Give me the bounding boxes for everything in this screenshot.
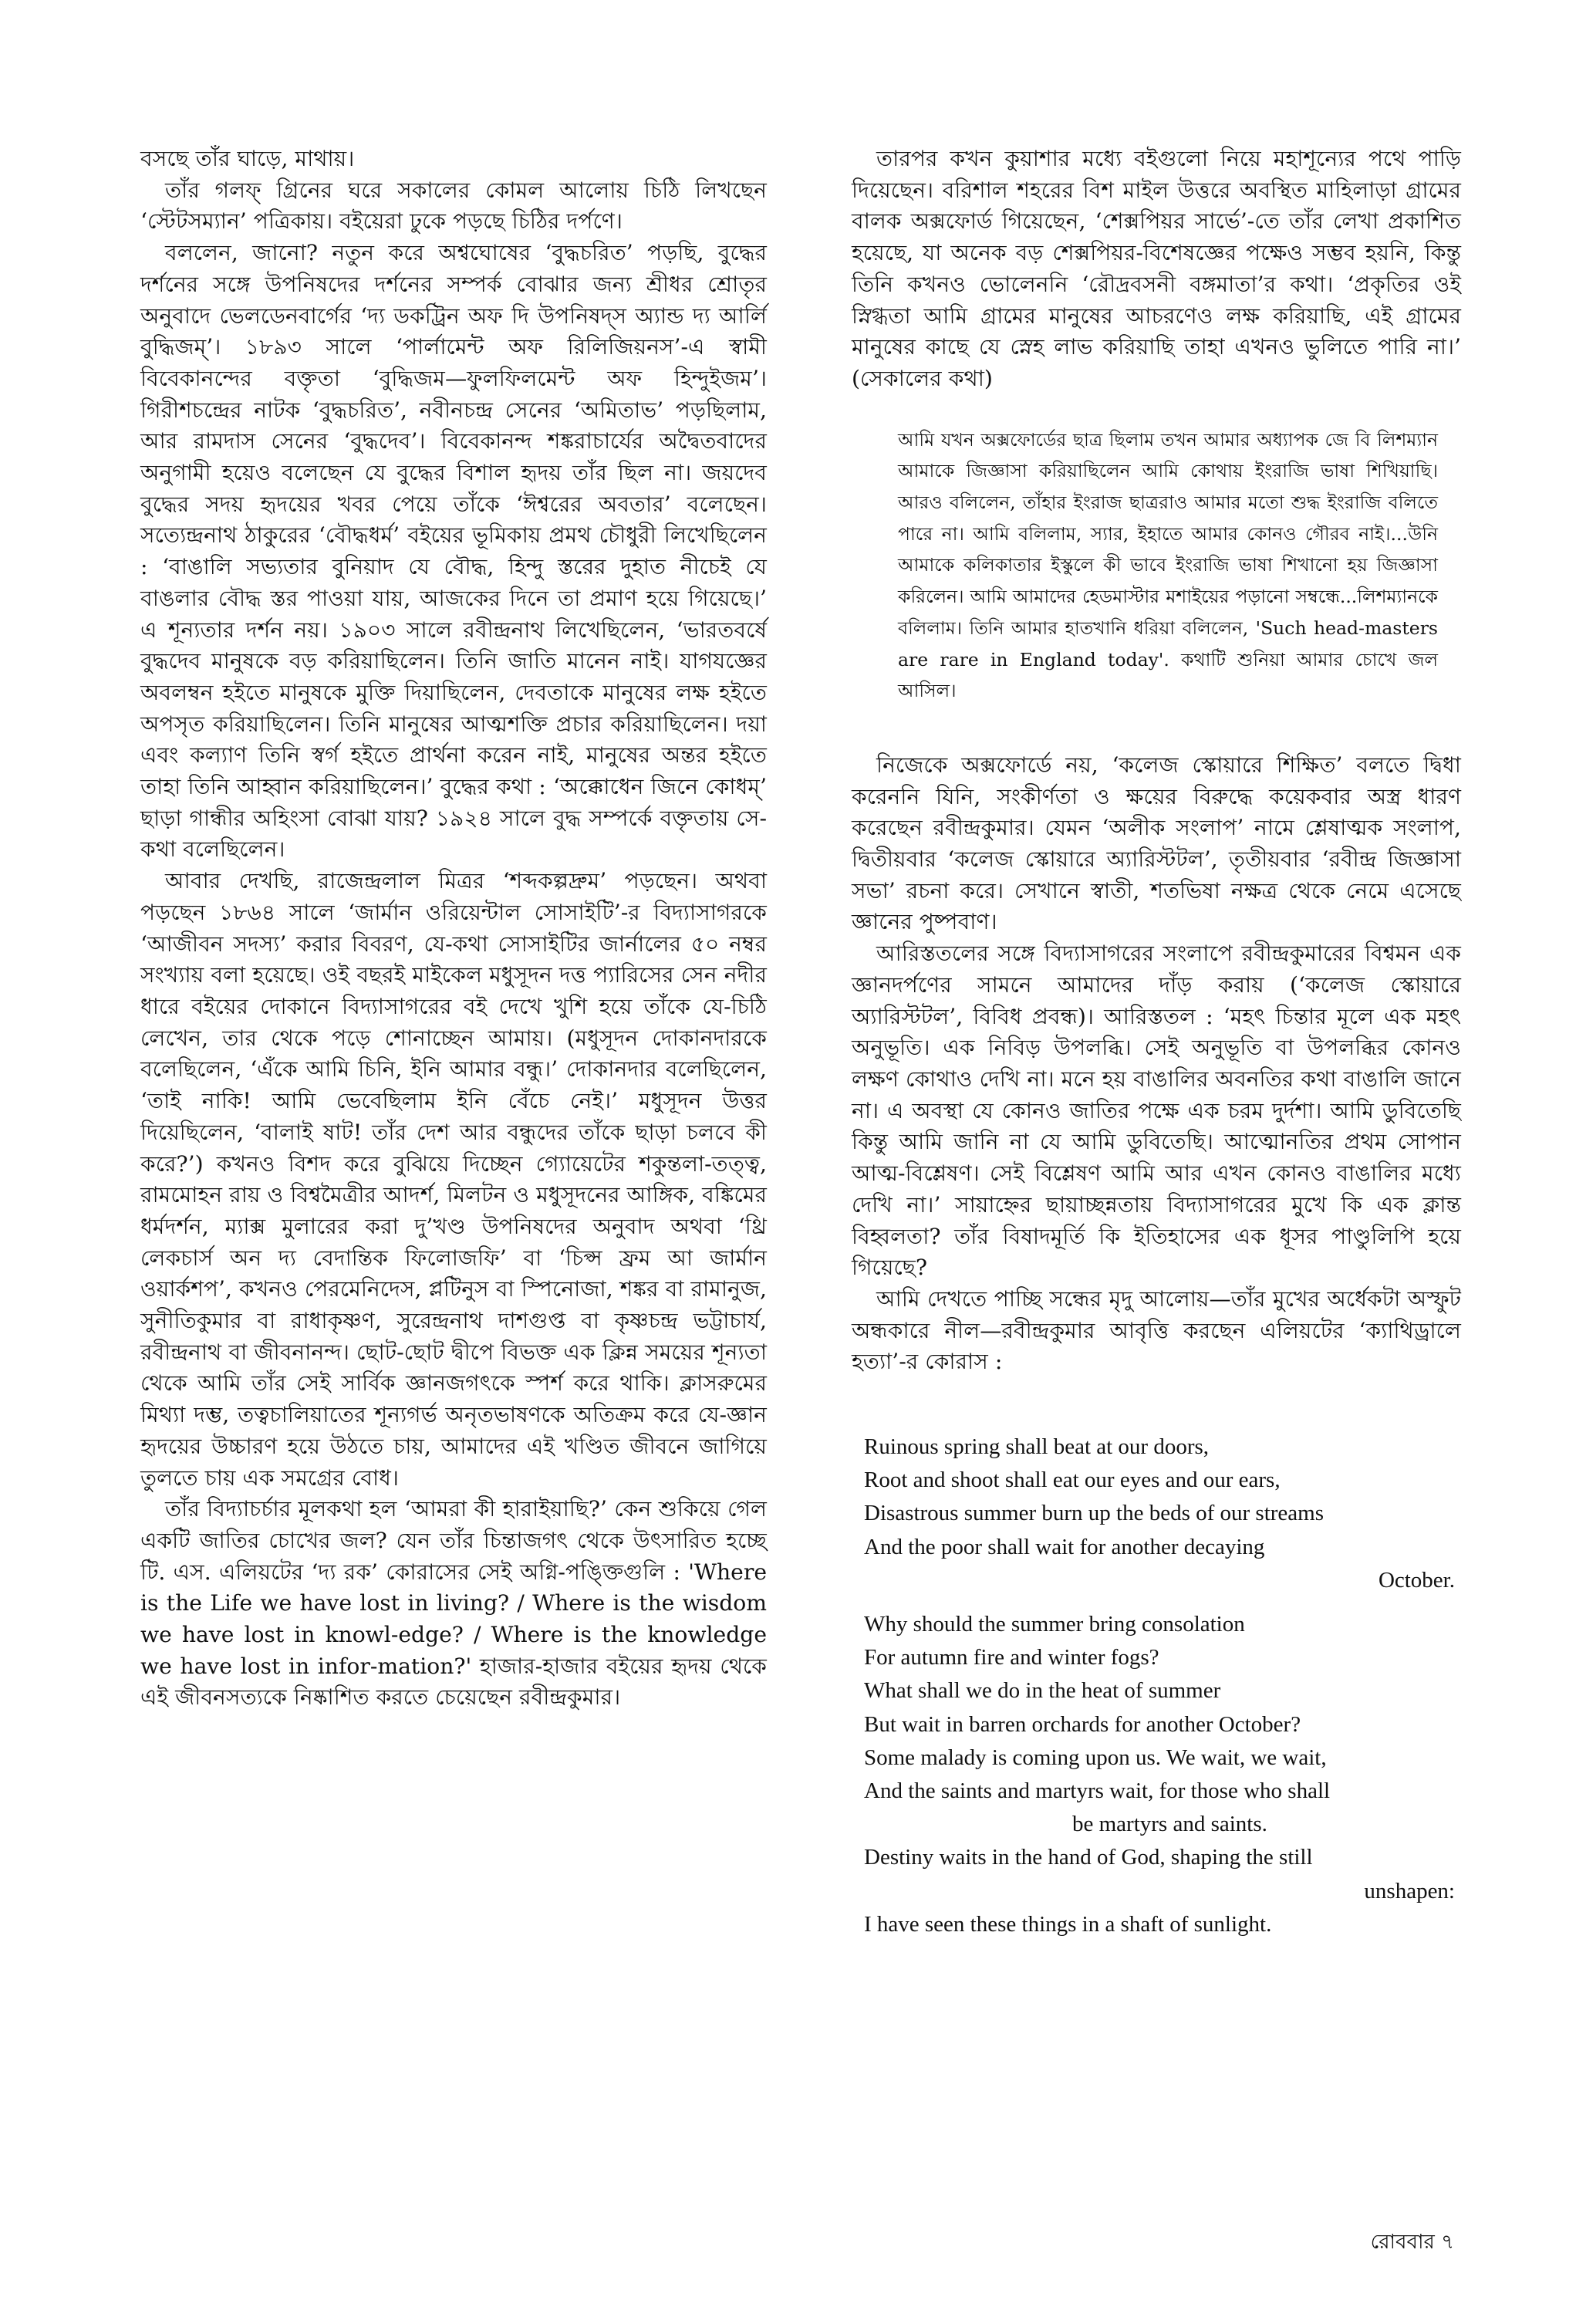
poem-line: Why should the summer bring consolation: [864, 1612, 1245, 1637]
paragraph: তাঁর বিদ্যাচর্চার মূলকথা হল ‘আমরা কী হারাইয়াছি?’ কেন শুকিয়ে গেল একটি জাতির চোখের জল? যেন তাঁর চিন্তাজগৎ থেকে উৎসারিত হচ্ছে টি. এস. এলিয়টের ‘দ্য রক’ কোরাসের সেই অগ্নি-পঙ্ক্তিগুলি : 'Where is the Life we have lost in living? / Where is the wisdom we have lost in knowl-edge? / Where is the knowledge we have lost in infor-mation?' হাজার-হাজার বইয়ের হৃদয় থেকে এই জীবনসত্যকে নিষ্কাশিত করতে চেয়েছেন রবীন্দ্রকুমার।: [140, 1496, 767, 1711]
paragraph: বসছে তাঁর ঘাড়ে, মাথায়।: [140, 146, 355, 171]
poem-line: Root and shoot shall eat our eyes and our ears,: [864, 1468, 1281, 1493]
paragraph: আরিস্ততলের সঙ্গে বিদ্যাসাগরের সংলাপে রবীন্দ্রকুমারের বিশ্বমন এক জ্ঞানদর্পণের সামনে আমাদের দাঁড় করায় (‘কলেজ স্কোয়ারে অ্যারিস্টটল’, বিবিধ প্রবন্ধ)। আরিস্ততল : ‘মহৎ চিন্তার মূলে এক মহৎ অনুভূতি। এক নিবিড় উপলব্ধি। সেই অনুভূতি বা উপলব্ধির কোনও লক্ষণ কোথাও দেখি না। মনে হয় বাঙালির অবনতির কথা বাঙালি জানে না। এ অবস্থা যে কোনও জাতির পক্ষে এক চরম দুর্দশা। আমি ডুবিতেছি কিন্তু আমি জানি না যে আমি ডুবিতেছি। আত্মোনতির প্রথম সোপান আত্ম-বিশ্লেষণ। সেই বিশ্লেষণ আমি আর এখন কোনও বাঙালির মধ্যে দেখি না।’ সায়াহ্নের ছায়াচ্ছন্নতায় বিদ্যাসাগরের মুখে কি এক ক্লান্ত বিহ্বলতা? তাঁর বিষাদমূর্তি কি ইতিহাসের এক ধূসর পাণ্ডুলিপি হয়ে গিয়েছে?: [852, 941, 1461, 1281]
paragraph: বললেন, জানো? নতুন করে অশ্বঘোষের ‘বুদ্ধচরিত’ পড়ছি, বুদ্ধের দর্শনের সঙ্গে উপনিষদের দর্শনের সম্পর্ক বোঝার জন্য শ্রীধর শ্রোতৃর অনুবাদে ভেলডেনবার্গের ‘দ্য ডকট্রিন অফ দি উপনিষদ্স অ্যান্ড দ্য আর্লি বুদ্ধিজম্’। ১৮৯৩ সালে ‘পার্লামেন্ট অফ রিলিজিয়নস’-এ স্বামী বিবেকানন্দের বক্তৃতা ‘বুদ্ধিজম—ফুলফিলমেন্ট অফ হিন্দুইজম’। গিরীশচন্দ্রের নাটক ‘বুদ্ধচরিত’, নবীনচন্দ্র সেনের ‘অমিতাভ’ পড়ছিলাম, আর রামদাস সেনের ‘বুদ্ধদেব’। বিবেকানন্দ শঙ্করাচার্যের অদ্বৈতবাদের অনুগামী হয়েও বলেছেন যে বুদ্ধের বিশাল হৃদয় তাঁর ছিল না। জয়দেব বুদ্ধের সদয় হৃদয়ের খবর পেয়ে তাঁকে ‘ঈশ্বরের অবতার’ বলেছেন। সত্যেন্দ্রনাথ ঠাকুরের ‘বৌদ্ধধর্ম’ বইয়ের ভূমিকায় প্রমথ চৌধুরী লিখেছিলেন : ‘বাঙালি সভ্যতার বুনিয়াদ যে বৌদ্ধ, হিন্দু স্তরের দুহাত নীচেই যে বাঙলার বৌদ্ধ স্তর পাওয়া যায়, আজকের দিনে তা প্রমাণ হয়ে গিয়েছে।’ এ শূন্যতার দর্শন নয়। ১৯০৩ সালে রবীন্দ্রনাথ লিখেছিলেন, ‘ভারতবর্ষে বুদ্ধদেব মানুষকে বড় করিয়াছিলেন। তিনি জাতি মানেন নাই। যাগযজ্ঞের অবলম্বন হইতে মানুষকে মুক্তি দিয়াছিলেন, দেবতাকে মানুষের লক্ষ হইতে অপসৃত করিয়াছিলেন। তিনি মানুষের আত্মশক্তি প্রচার করিয়াছিলেন। দয়া এবং কল্যাণ তিনি স্বর্গ হইতে প্রার্থনা করেন নাই, মানুষের অন্তর হইতে তাহা তিনি আহ্বান করিয়াছিলেন।’ বুদ্ধের কথা : ‘অক্কোধেন জিনে কোধম্’ ছাড়া গান্ধীর অহিংসা বোঝা যায়? ১৯২৪ সালে বুদ্ধ সম্পর্কে বক্তৃতায় সে-কথা বলেছিলেন।: [140, 240, 767, 863]
poem-line: October.: [1378, 1567, 1455, 1593]
poem-line: Ruinous spring shall beat at our doors,: [864, 1434, 1210, 1460]
poem-line: be martyrs and saints.: [1072, 1812, 1267, 1837]
paragraph: আবার দেখছি, রাজেন্দ্রলাল মিত্রর ‘শব্দকল্পদ্রুম’ পড়ছেন। অথবা পড়ছেন ১৮৬৪ সালে ‘জার্মান ওরিয়েন্টাল সোসাইটি’-র বিদ্যাসাগরকে ‘আজীবন সদস্য’ করার বিবরণ, যে-কথা সোসাইটির জার্নালের ৫০ নম্বর সংখ্যায় বলা হয়েছে। ওই বছরই মাইকেল মধুসূদন দত্ত প্যারিসের সেন নদীর ধারে বইয়ের দোকানে বিদ্যাসাগরের বই দেখে খুশি হয়ে তাঁকে যে-চিঠি লেখেন, তার থেকে পড়ে শোনাচ্ছেন আমায়। (মধুসূদন দোকানদারকে বলেছিলেন, ‘এঁকে আমি চিনি, ইনি আমার বন্ধু।’ দোকানদার বলেছিলেন, ‘তাই নাকি! আমি ভেবেছিলাম ইনি বেঁচে নেই।’ মধুসূদন উত্তর দিয়েছিলেন, ‘বালাই ষাট! তাঁর দেশ আর বন্ধুদের তাঁকে ছাড়া চলবে কী করে?’) কখনও বিশদ করে বুঝিয়ে দিচ্ছেন গ্যোয়েটের শকুন্তলা-তত্ত্ব, রামমোহন রায় ও বিশ্বমৈত্রীর আদর্শ, মিলটন ও মধুসূদনের আঙ্গিক, বঙ্কিমের ধর্মদর্শন, ম্যাক্স মুলারের করা দু’খণ্ড উপনিষদের অনুবাদ অথবা ‘থ্রি লেকচার্স অন দ্য বেদান্তিক ফিলোজফি’ বা ‘চিপ্স ফ্রম আ জার্মান ওয়ার্কশপ’, কখনও পেরমেনিদেস, প্লটিনুস বা স্পিনোজা, শঙ্কর বা রামানুজ, সুনীতিকুমার বা রাধাকৃষ্ণণ, সুরেন্দ্রনাথ দাশগুপ্ত বা কৃষ্ণচন্দ্র ভট্টাচার্য, রবীন্দ্রনাথ বা জীবনানন্দ। ছোট-ছোট দ্বীপে বিভক্ত এক ক্লিন্ন সময়ের শূন্যতা থেকে আমি তাঁর সেই সার্বিক জ্ঞানজগৎকে স্পর্শ করে থাকি। ক্লাসরুমের মিথ্যা দম্ভ, তত্বচালিয়াতের শূন্যগর্ভ অনৃতভাষণকে অতিক্রম করে যে-জ্ঞান হৃদয়ের উচ্চারণ হয়ে উঠতে চায়, আমাদের এই খণ্ডিত জীবনে জাগিয়ে তুলতে চায় এক সমগ্রের বোধ।: [140, 868, 767, 1491]
paragraph: আমি দেখতে পাচ্ছি সন্ধের মৃদু আলোয়—তাঁর মুখের অর্ধেকটা অস্ফুট অন্ধকারে নীল—রবীন্দ্রকুমার আবৃত্তি করছেন এলিয়টের ‘ক্যাথিড্রালে হত্যা’-র কোরাস :: [852, 1285, 1461, 1375]
poem-line: Some malady is coming upon us. We wait, we wait,: [864, 1745, 1327, 1770]
poem-line: unshapen:: [1364, 1878, 1455, 1903]
paragraph: তাঁর গলফ্ গ্রিনের ঘরে সকালের কোমল আলোয় চিঠি লিখছেন ‘স্টেটসম্যান’ পত্রিকায়। বইয়েরা ঢুকে পড়ছে চিঠির দর্পণে।: [140, 177, 767, 235]
right-column: [852, 144, 1461, 1941]
poem-line: What shall we do in the heat of summer: [864, 1678, 1221, 1704]
poem-line: Disastrous summer burn up the beds of our streams: [864, 1501, 1325, 1526]
poem-line: And the poor shall wait for another decaying: [864, 1534, 1265, 1559]
paragraph: নিজেকে অক্সফোর্ডে নয়, ‘কলেজ স্কোয়ারে শিক্ষিত’ বলতে দ্বিধা করেননি যিনি, সংকীর্ণতা ও ক্ষয়ের বিরুদ্ধে কয়েকবার অস্ত্র ধারণ করেছেন রবীন্দ্রকুমার। যেমন ‘অলীক সংলাপ’ নামে শ্লেষাত্মক সংলাপ, দ্বিতীয়বার ‘কলেজ স্কোয়ারে অ্যারিস্টটল’, তৃতীয়বার ‘রবীন্দ্র জিজ্ঞাসা সভা’ রচনা করে। সেখানে স্বাতী, শতভিষা নক্ষত্র থেকে নেমে এসেছে জ্ঞানের পুষ্পবাণ।: [852, 752, 1461, 935]
paragraph: তারপর কখন কুয়াশার মধ্যে বইগুলো নিয়ে মহাশূন্যের পথে পাড়ি দিয়েছেন। বরিশাল শহরের বিশ মাইল উত্তরে অবস্থিত মাহিলাড়া গ্রামের বালক অক্সফোর্ড গিয়েছেন, ‘শেক্সপিয়র সার্ভে’-তে তাঁর লেখা প্রকাশিত হয়েছে, যা অনেক বড় শেক্সপিয়র-বিশেষজ্ঞের পক্ষেও সম্ভব হয়নি, কিন্তু তিনি কখনও ভোলেননি ‘রৌদ্রবসনী বঙ্গমাতা’র কথা। ‘প্রকৃতির ওই স্নিগ্ধতা আমি গ্রামের মানুষের আচরণেও লক্ষ করিয়াছি, এই গ্রামের মানুষের কাছে যে স্নেহ লাভ করিয়াছি তাহা এখনও ভুলিতে পারি না।’ (সেকালের কথা): [852, 146, 1461, 391]
poem-line: Destiny waits in the hand of God, shaping the still: [864, 1845, 1313, 1870]
poem-excerpt: [864, 1431, 1461, 1941]
poem-line: I have seen these things in a shaft of sunlight.: [864, 1911, 1272, 1937]
poem-line: For autumn fire and winter fogs?: [864, 1645, 1159, 1670]
page-folio: রোববার ৭: [1370, 2231, 1454, 2254]
block-quote: আমি যখন অক্সফোর্ডের ছাত্র ছিলাম তখন আমার অধ্যাপক জে বি লিশম্যান আমাকে জিজ্ঞাসা করিয়াছিলেন আমি কোথায় ইংরাজি ভাষা শিখিয়াছি। আরও বলিলেন, তাঁহার ইংরাজ ছাত্ররাও আমার মতো শুদ্ধ ইংরাজি বলিতে পারে না। আমি বলিলাম, স্যার, ইহাতে আমার কোনও গৌরব নাই।...উনি আমাকে কলিকাতার ইস্কুলে কী ভাবে ইংরাজি ভাষা শিখানো হয় জিজ্ঞাসা করিলেন। আমি আমাদের হেডমাস্টার মশাইয়ের পড়ানো সম্বন্ধে...লিশম্যানকে বলিলাম। তিনি আমার হাতখানি ধরিয়া বলিলেন, 'Such head-masters are rare in England today'. কথাটি শুনিয়া আমার চোখে জল আসিল।: [898, 428, 1438, 702]
poem-line: But wait in barren orchards for another October?: [864, 1711, 1301, 1737]
left-column: [140, 144, 767, 1714]
poem-line: And the saints and martyrs wait, for those who shall: [864, 1778, 1331, 1804]
